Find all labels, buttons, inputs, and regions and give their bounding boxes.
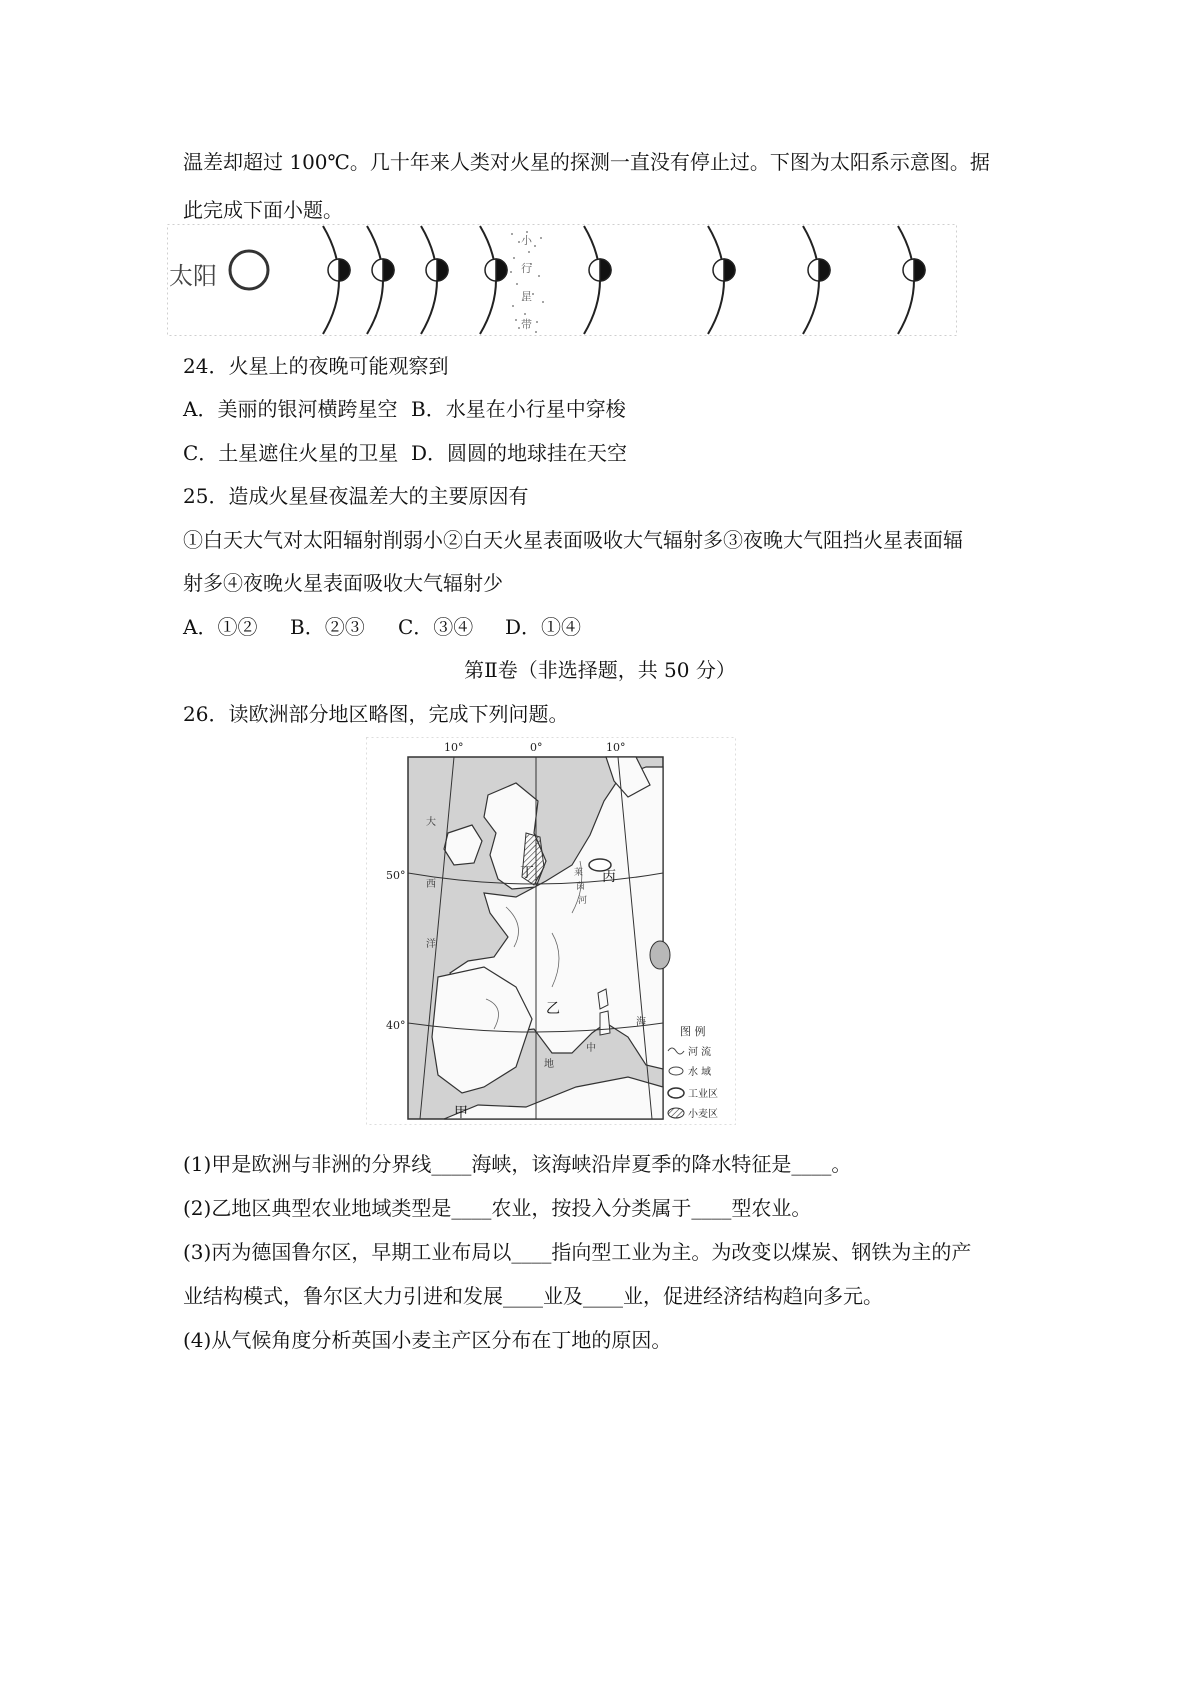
region-label-bing: 丙 <box>602 869 616 885</box>
svg-text:带: 带 <box>521 318 532 331</box>
svg-text:工业区: 工业区 <box>688 1089 718 1100</box>
q24-option-a[interactable]: A．美丽的银河横跨星空 <box>183 397 398 421</box>
legend-title: 图 例 <box>680 1025 706 1038</box>
q26-stem: 26．读欧洲部分地区略图，完成下列问题。 <box>183 702 569 726</box>
solar-system-figure <box>167 224 957 336</box>
svg-text:地: 地 <box>544 1059 554 1070</box>
europe-map-figure <box>366 737 736 1125</box>
section-2-title: 第Ⅱ卷（非选择题，共 50 分） <box>464 658 736 682</box>
region-label-jia: 甲 <box>454 1105 468 1121</box>
planet-mercury-icon <box>328 259 350 281</box>
q25-body-line-1: ①白天大气对太阳辐射削弱小②白天火星表面吸收大气辐射多③夜晚大气阻挡火星表面辐 <box>183 528 963 552</box>
svg-text:河: 河 <box>578 896 588 906</box>
svg-text:行: 行 <box>521 262 532 275</box>
q26-sub-2: (2)乙地区典型农业地域类型是____农业，按投入分类属于____型农业。 <box>183 1196 812 1220</box>
planet-saturn-icon <box>713 259 735 281</box>
q26-sub-4: (4)从气候角度分析英国小麦主产区分布在丁地的原因。 <box>183 1328 672 1352</box>
map-legend <box>668 1024 718 1120</box>
water-body <box>650 941 670 969</box>
planet-jupiter-icon <box>589 259 611 281</box>
corsica <box>598 989 608 1009</box>
q26-sub-3-line-2: 业结构模式，鲁尔区大力引进和发展____业及____业，促进经济结构趋向多元。 <box>183 1284 883 1308</box>
svg-text:中: 中 <box>586 1043 596 1054</box>
svg-text:星: 星 <box>521 290 532 303</box>
planet-uranus-icon <box>808 259 830 281</box>
q24-stem: 24．火星上的夜晚可能观察到 <box>183 354 449 378</box>
intro-line-1: 温差却超过 100℃。几十年来人类对火星的探测一直没有停止过。下图为太阳系示意图。据 <box>183 150 990 174</box>
sun-label: 太阳 <box>169 262 217 290</box>
svg-text:水 域: 水 域 <box>688 1067 712 1078</box>
svg-text:小: 小 <box>521 234 532 247</box>
q24-option-b[interactable]: B．水星在小行星中穿梭 <box>411 397 626 421</box>
q25-option-d[interactable]: D．①④ <box>505 615 582 639</box>
legend-river-icon <box>668 1048 684 1054</box>
svg-text:大: 大 <box>426 817 436 828</box>
planet-venus-icon <box>372 259 394 281</box>
q24-option-d[interactable]: D．圆圆的地球挂在天空 <box>411 441 628 465</box>
legend-wheat-icon <box>668 1108 684 1118</box>
region-label-ding: 丁 <box>520 865 534 881</box>
q26-sub-3-line-1: (3)丙为德国鲁尔区，早期工业布局以____指向型工业为主。为改变以煤炭、钢铁为主的产 <box>183 1240 972 1264</box>
svg-text:洋: 洋 <box>426 939 436 950</box>
intro-line-2: 此完成下面小题。 <box>183 198 343 222</box>
q25-option-c[interactable]: C．③④ <box>398 615 474 639</box>
lat-label-50: 50° <box>386 869 406 882</box>
lon-label-0: 0° <box>530 741 543 754</box>
svg-text:河 流: 河 流 <box>688 1047 712 1058</box>
svg-text:西: 西 <box>426 879 436 890</box>
lat-label-40: 40° <box>386 1019 406 1032</box>
svg-text:海: 海 <box>636 1017 646 1028</box>
q25-body-line-2: 射多④夜晚火星表面吸收大气辐射少 <box>183 571 503 595</box>
region-label-yi: 乙 <box>546 1001 560 1017</box>
svg-text:茵: 茵 <box>576 882 586 892</box>
q25-stem: 25．造成火星昼夜温差大的主要原因有 <box>183 484 529 508</box>
q25-option-a[interactable]: A．①② <box>183 615 258 639</box>
svg-text:小麦区: 小麦区 <box>688 1109 718 1120</box>
sardinia <box>600 1011 610 1035</box>
planet-mars-icon <box>485 259 507 281</box>
q26-sub-1: (1)甲是欧洲与非洲的分界线____海峡，该海峡沿岸夏季的降水特征是____。 <box>183 1152 852 1176</box>
lon-label-10e: 10° <box>606 741 626 754</box>
q24-option-c[interactable]: C．土星遮住火星的卫星 <box>183 441 399 465</box>
sun-icon <box>230 251 268 289</box>
lon-label-10w: 10° <box>444 741 464 754</box>
planet-neptune-icon <box>903 259 925 281</box>
planet-earth-icon <box>426 259 448 281</box>
legend-water-icon <box>669 1067 683 1075</box>
legend-industrial-icon <box>668 1088 684 1098</box>
asteroid-belt-label <box>521 233 533 331</box>
q25-option-b[interactable]: B．②③ <box>290 615 365 639</box>
svg-text:莱: 莱 <box>574 868 584 878</box>
